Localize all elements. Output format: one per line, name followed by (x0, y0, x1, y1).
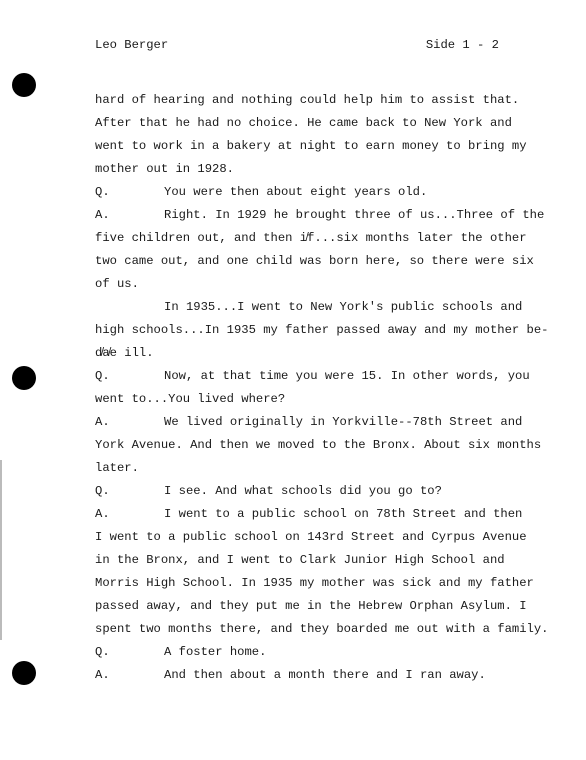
transcript-line: In 1935...I went to New York's public schools and (164, 300, 523, 314)
transcript-line: I see. And what schools did you go to? (164, 484, 442, 498)
transcript-line: Right. In 1929 he brought three of us...Three of the (164, 208, 545, 222)
transcript-line: I went to a public school on 78th Street and then (164, 507, 523, 521)
transcript-paragraph (95, 181, 535, 204)
transcript-line: in the Bronx, and I went to Clark Junior High School and (95, 553, 505, 567)
tape-side-page: Side 1 - 2 (425, 38, 499, 52)
dialogue-line (95, 411, 535, 434)
transcript-line: mother out in 1928. (95, 162, 234, 176)
transcript-paragraph (95, 204, 545, 296)
speaker-label: Q. (95, 484, 110, 498)
transcript-line: York Avenue. And then we moved to the Bronx. About six months (95, 438, 542, 452)
transcript-line: A foster home. (164, 645, 267, 659)
transcript-line: We lived originally in Yorkville--78th Street and (164, 415, 523, 429)
transcript-paragraph (95, 503, 549, 641)
dialogue-line (95, 641, 535, 664)
speaker-label: A. (95, 668, 110, 682)
binder-hole-bottom (12, 661, 36, 685)
transcript-line: hard of hearing and nothing could help him to assist that. (95, 93, 520, 107)
transcript-line: d̸a̸e ill. (95, 346, 154, 360)
speaker-label: A. (95, 415, 110, 429)
transcript-line: Morris High School. In 1935 my mother was sick and my father (95, 576, 534, 590)
transcript-line: spent two months there, and they boarded me out with a family. (95, 622, 549, 636)
transcript-line: later. (95, 461, 139, 475)
transcript-line: five children out, and then i̸f...six months later the other (95, 231, 527, 245)
dialogue-line (95, 204, 545, 227)
dialogue-line (95, 664, 535, 687)
transcript-line: went to work in a bakery at night to earn money to bring my (95, 139, 527, 153)
transcript-line: After that he had no choice. He came back to New York and (95, 116, 512, 130)
speaker-label: A. (95, 507, 110, 521)
transcript-paragraph (95, 89, 535, 181)
transcript-line: passed away, and they put me in the Hebrew Orphan Asylum. I (95, 599, 527, 613)
transcript-paragraph (95, 641, 535, 664)
page-header (95, 38, 499, 52)
transcript-line: You were then about eight years old. (164, 185, 428, 199)
speaker-label: Q. (95, 185, 110, 199)
transcript-paragraph (95, 664, 535, 687)
binder-hole-middle (12, 366, 36, 390)
transcript-paragraph (95, 480, 535, 503)
dialogue-line (95, 480, 535, 503)
speaker-label: Q. (95, 369, 110, 383)
transcript-paragraph (95, 411, 542, 480)
scan-edge-line (0, 460, 2, 640)
transcript-paragraph (95, 296, 549, 365)
transcript-line: And then about a month there and I ran away. (164, 668, 486, 682)
speaker-label: Q. (95, 645, 110, 659)
dialogue-line (95, 365, 535, 388)
transcript-line: Now, at that time you were 15. In other words, you (164, 369, 530, 383)
transcript-paragraph (95, 365, 535, 411)
transcript-line: I went to a public school on 143rd Street and Cyrpus Avenue (95, 530, 527, 544)
transcript-body (95, 89, 549, 687)
interviewee-name: Leo Berger (95, 38, 169, 52)
speaker-label: A. (95, 208, 110, 222)
transcript-line: went to...You lived where? (95, 392, 286, 406)
transcript-line: of us. (95, 277, 139, 291)
dialogue-line (95, 503, 535, 526)
transcript-line: high schools...In 1935 my father passed away and my mother be- (95, 323, 549, 337)
binder-hole-top (12, 73, 36, 97)
dialogue-line (95, 181, 535, 204)
transcript-line: two came out, and one child was born here, so there were six (95, 254, 534, 268)
